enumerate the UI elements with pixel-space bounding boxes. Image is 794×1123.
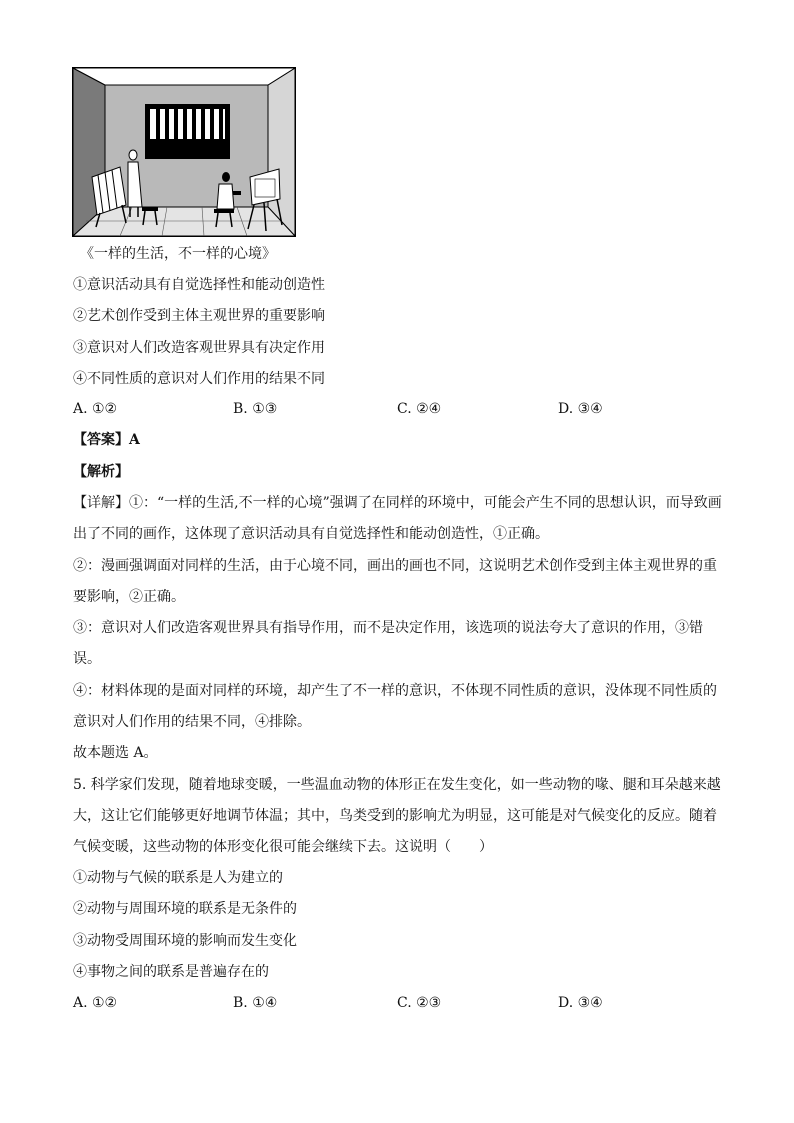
q4-option-d: D. ③④ [558,401,603,417]
q4-detail-line-1: 【详解】①：“一样的生活,不一样的心境”强调了在同样的环境中，可能会产生不同的思想认识，而导致画 [73,495,722,511]
q4-detail-line-5: ③：意识对人们改造客观世界具有指导作用，而不是决定作用，该选项的说法夸大了意识的作用，③错 [73,620,703,636]
q4-detail-line-6: 误。 [73,651,101,667]
q4-statement-4: ④不同性质的意识对人们作用的结果不同 [73,371,325,387]
q4-statement-2: ②艺术创作受到主体主观世界的重要影响 [73,308,325,324]
q5-option-c: C. ②③ [397,995,442,1011]
q4-conclusion: 故本题选 A。 [73,745,158,761]
q4-option-c: C. ②④ [397,401,442,417]
q4-options [73,399,723,419]
q4-analysis-title: 【解析】 [73,464,129,480]
q5-options [73,993,723,1013]
q5-statement-3: ③动物受周围环境的影响而发生变化 [73,933,297,949]
q4-option-b: B. ①③ [233,401,278,417]
q4-detail-line-4: 要影响，②正确。 [73,589,185,605]
q5-statement-2: ②动物与周围环境的联系是无条件的 [73,901,297,917]
q4-statement-1: ①意识活动具有自觉选择性和能动创造性 [73,277,325,293]
q5-stem-line-1: 5. 科学家们发现，随着地球变暖，一些温血动物的体形正在发生变化，如一些动物的喙、腿和耳朵越来越 [73,777,721,793]
figure-caption: 《一样的生活，不一样的心境》 [80,246,276,262]
q4-answer: 【答案】A [73,432,140,448]
q4-option-a: A. ①② [73,401,118,417]
q4-detail-line-3: ②：漫画强调面对同样的生活，由于心境不同，画出的画也不同，这说明艺术创作受到主体主观世界的重 [73,558,717,574]
q4-detail-line-8: 意识对人们作用的结果不同，④排除。 [73,714,311,730]
q4-statement-3: ③意识对人们改造客观世界具有决定作用 [73,340,325,356]
q5-statement-4: ④事物之间的联系是普遍存在的 [73,964,269,980]
q5-stem-line-3: 气候变暖，这些动物的体形变化很可能会继续下去。这说明（ ） [73,839,493,855]
q4-detail-line-7: ④：材料体现的是面对同样的环境，却产生了不一样的意识，不体现不同性质的意识，没体现不同性质的 [73,683,717,699]
cartoon-illustration [72,67,296,237]
q5-option-d: D. ③④ [558,995,603,1011]
q4-detail-line-2: 出了不同的画作，这体现了意识活动具有自觉选择性和能动创造性，①正确。 [73,526,549,542]
q5-stem-line-2: 大，这让它们能够更好地调节体温；其中，鸟类受到的影响尤为明显，这可能是对气候变化的反应。随着 [73,808,717,824]
q5-statement-1: ①动物与气候的联系是人为建立的 [73,870,283,886]
q5-option-a: A. ①② [73,995,118,1011]
q5-option-b: B. ①④ [233,995,278,1011]
